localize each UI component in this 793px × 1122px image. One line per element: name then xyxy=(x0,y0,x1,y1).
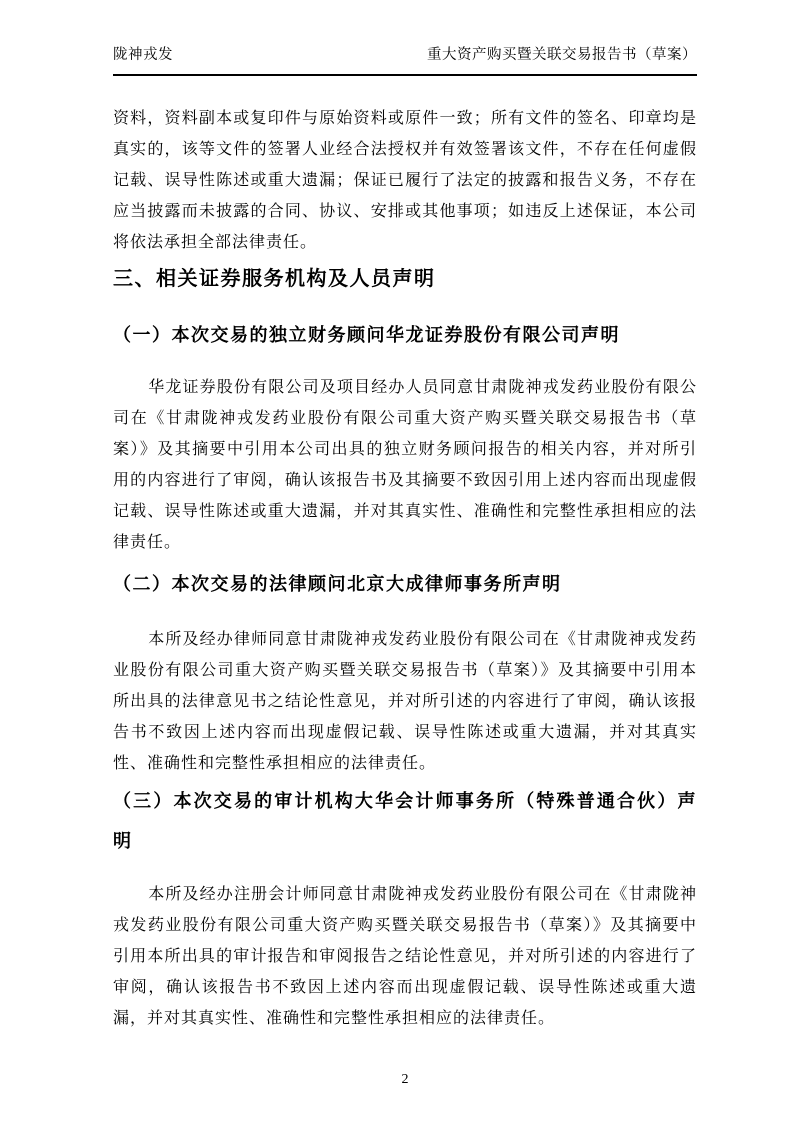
paragraph-3-1: 华龙证券股份有限公司及项目经办人员同意甘肃陇神戎发药业股份有限公司在《甘肃陇神戎发药业股份有限公司重大资产购买暨关联交易报告书（草案）》及其摘要中引用本公司出具的独立财务顾问报告的相关内容，并对所引用的内容进行了审阅，确认该报告书及其摘要不致因引用上述内容而出现虚假记载、误导性陈述或重大遗漏，并对其真实性、准确性和完整性承担相应的法律责任。 xyxy=(113,379,697,551)
paragraph-3-3: 本所及经办注册会计师同意甘肃陇神戎发药业股份有限公司在《甘肃陇神戎发药业股份有限公司重大资产购买暨关联交易报告书（草案）》及其摘要中引用本所出具的审计报告和审阅报告之结论性意见，并对所引述的内容进行了审阅，确认该报告书不致因上述内容而出现虚假记载、误导性陈述或重大遗漏，并对其真实性、准确性和完整性承担相应的法律责任。 xyxy=(113,886,697,1027)
page-number: 2 xyxy=(401,1072,409,1087)
running-header xyxy=(113,0,697,76)
paragraph-continuation: 资料，资料副本或复印件与原始资料或原件一致；所有文件的签名、印章均是真实的，该等文件的签署人业经合法授权并有效签署该文件，不存在任何虚假记载、误导性陈述或重大遗漏；保证已履行了法定的披露和报告义务，不存在应当披露而未披露的合同、协议、安排或其他事项；如违反上述保证，本公司将依法承担全部法律责任。 xyxy=(113,110,697,251)
subheading-3-3: （三）本次交易的审计机构大华会计师事务所（特殊普通合伙）声明 xyxy=(113,791,697,851)
subheading-3-2: （二）本次交易的法律顾问北京大成律师事务所声明 xyxy=(113,574,562,594)
paragraph-3-2: 本所及经办律师同意甘肃陇神戎发药业股份有限公司在《甘肃陇神戎发药业股份有限公司重大资产购买暨关联交易报告书（草案）》及其摘要中引用本所出具的法律意见书之结论性意见，并对所引述的内容进行了审阅，确认该报告书不致因上述内容而出现虚假记载、误导性陈述或重大遗漏，并对其真实性、准确性和完整性承担相应的法律责任。 xyxy=(113,631,697,772)
header-left-short-title: 陇神戎发 xyxy=(113,47,173,63)
header-right-report-title: 重大资产购买暨关联交易报告书（草案） xyxy=(427,47,697,63)
section-heading-3: 三、相关证券服务机构及人员声明 xyxy=(113,268,436,290)
subheading-3-1: （一）本次交易的独立财务顾问华龙证券股份有限公司声明 xyxy=(113,325,620,345)
